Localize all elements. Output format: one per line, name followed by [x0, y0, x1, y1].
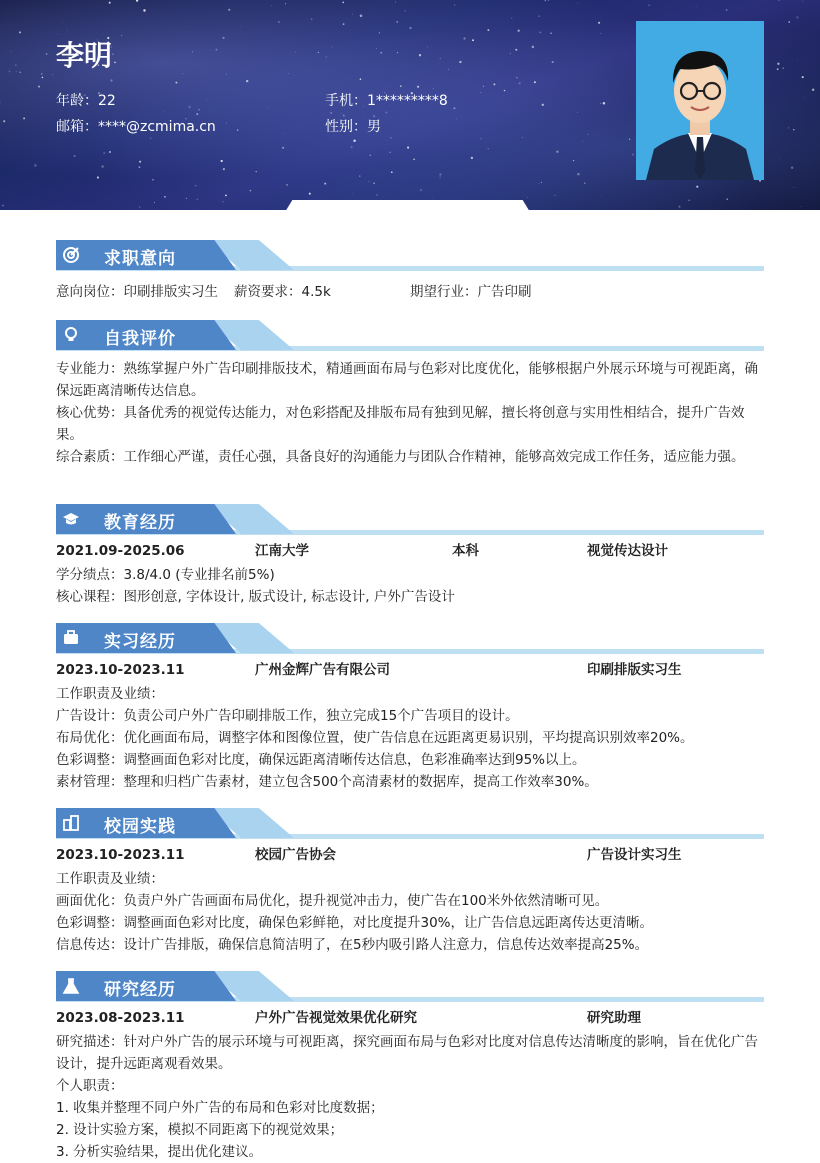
section-header-self	[56, 320, 764, 356]
education-line: 学分绩点：3.8/4.0 (专业排名前5%)	[56, 564, 275, 586]
internship-company: 广州金辉广告有限公司	[255, 659, 390, 681]
self-line: 综合素质：工作细心严谨，责任心强，具备良好的沟通能力与团队合作精神，能够高效完成工作任务，适应能力强。	[56, 446, 764, 468]
research-line: 2. 设计实验方案，模拟不同距离下的视觉效果；	[56, 1119, 343, 1141]
internship-role: 印刷排版实习生	[587, 659, 682, 681]
education-major: 视觉传达设计	[587, 540, 668, 562]
candidate-name: 李明	[56, 34, 112, 74]
education-degree: 本科	[452, 540, 479, 562]
intent-industry: 期望行业：广告印刷	[410, 281, 532, 303]
section-header-education	[56, 504, 764, 540]
target-icon	[62, 246, 80, 264]
self-line: 专业能力：熟练掌握户外广告印刷排版技术，精通画面布局与色彩对比度优化，能够根据户外展示环境与可视距离，确保远距离清晰传达信息。	[56, 358, 764, 402]
intent-position: 意向岗位：印刷排版实习生	[56, 281, 218, 303]
research-project: 户外广告视觉效果优化研究	[255, 1007, 417, 1029]
campus-org: 校园广告协会	[255, 844, 336, 866]
header-tab-decoration	[285, 200, 530, 212]
research-line: 个人职责：	[56, 1075, 124, 1097]
section-title: 教育经历	[104, 508, 176, 533]
profile-photo	[636, 21, 764, 180]
campus-line: 色彩调整：调整画面色彩对比度，确保色彩鲜艳，对比度提升30%，让广告信息远距离传达更清晰。	[56, 912, 653, 934]
briefcase-icon	[62, 629, 80, 647]
education-school: 江南大学	[255, 540, 309, 562]
education-line: 核心课程：图形创意, 字体设计, 版式设计, 标志设计, 户外广告设计	[56, 586, 455, 608]
section-title: 实习经历	[104, 627, 176, 652]
research-line: 1. 收集并整理不同户外广告的布局和色彩对比度数据；	[56, 1097, 384, 1119]
campus-period: 2023.10-2023.11	[56, 844, 185, 866]
section-header-research	[56, 971, 764, 1007]
campus-line: 工作职责及业绩：	[56, 868, 164, 890]
internship-line: 广告设计：负责公司户外广告印刷排版工作，独立完成15个广告项目的设计。	[56, 705, 519, 727]
campus-role: 广告设计实习生	[587, 844, 682, 866]
building-icon	[62, 814, 80, 832]
internship-line: 素材管理：整理和归档广告素材，建立包含500个高清素材的数据库，提高工作效率30%。	[56, 771, 598, 793]
graduation-cap-icon	[62, 510, 80, 528]
age-info: 年龄：22	[56, 90, 116, 110]
self-line: 核心优势：具备优秀的视觉传达能力，对色彩搭配及排版布局有独到见解，擅长将创意与实用性相结合，提升广告效果。	[56, 402, 764, 446]
section-title: 求职意向	[104, 244, 176, 269]
section-header-campus	[56, 808, 764, 844]
flask-icon	[62, 977, 80, 995]
internship-period: 2023.10-2023.11	[56, 659, 185, 681]
research-period: 2023.08-2023.11	[56, 1007, 185, 1029]
header-banner	[0, 0, 820, 210]
campus-line: 信息传达：设计广告排版，确保信息简洁明了，在5秒内吸引路人注意力，信息传达效率提高25%。	[56, 934, 648, 956]
section-title: 校园实践	[104, 812, 176, 837]
section-header-internship	[56, 623, 764, 659]
section-title: 研究经历	[104, 975, 176, 1000]
research-line: 研究描述：针对户外广告的展示环境与可视距离，探究画面布局与色彩对比度对信息传达清晰度的影响，旨在优化广告设计，提升远距离观看效果。	[56, 1031, 764, 1075]
campus-line: 画面优化：负责户外广告画面布局优化，提升视觉冲击力，使广告在100米外依然清晰可见。	[56, 890, 608, 912]
section-title: 自我评价	[104, 324, 176, 349]
education-period: 2021.09-2025.06	[56, 540, 185, 562]
phone-info: 手机：1*********8	[325, 90, 448, 110]
internship-line: 工作职责及业绩：	[56, 683, 164, 705]
lightbulb-icon	[62, 326, 80, 344]
gender-info: 性别：男	[325, 116, 381, 136]
internship-line: 布局优化：优化画面布局，调整字体和图像位置，使广告信息在远距离更易识别，平均提高识别效率20%。	[56, 727, 694, 749]
email-info: 邮箱：****@zcmima.cn	[56, 116, 216, 136]
research-role: 研究助理	[587, 1007, 641, 1029]
internship-line: 色彩调整：调整画面色彩对比度，确保远距离清晰传达信息，色彩准确率达到95%以上。	[56, 749, 586, 771]
research-line: 3. 分析实验结果，提出优化建议。	[56, 1141, 262, 1163]
intent-salary: 薪资要求：4.5k	[234, 281, 331, 303]
section-header-intent	[56, 240, 764, 276]
